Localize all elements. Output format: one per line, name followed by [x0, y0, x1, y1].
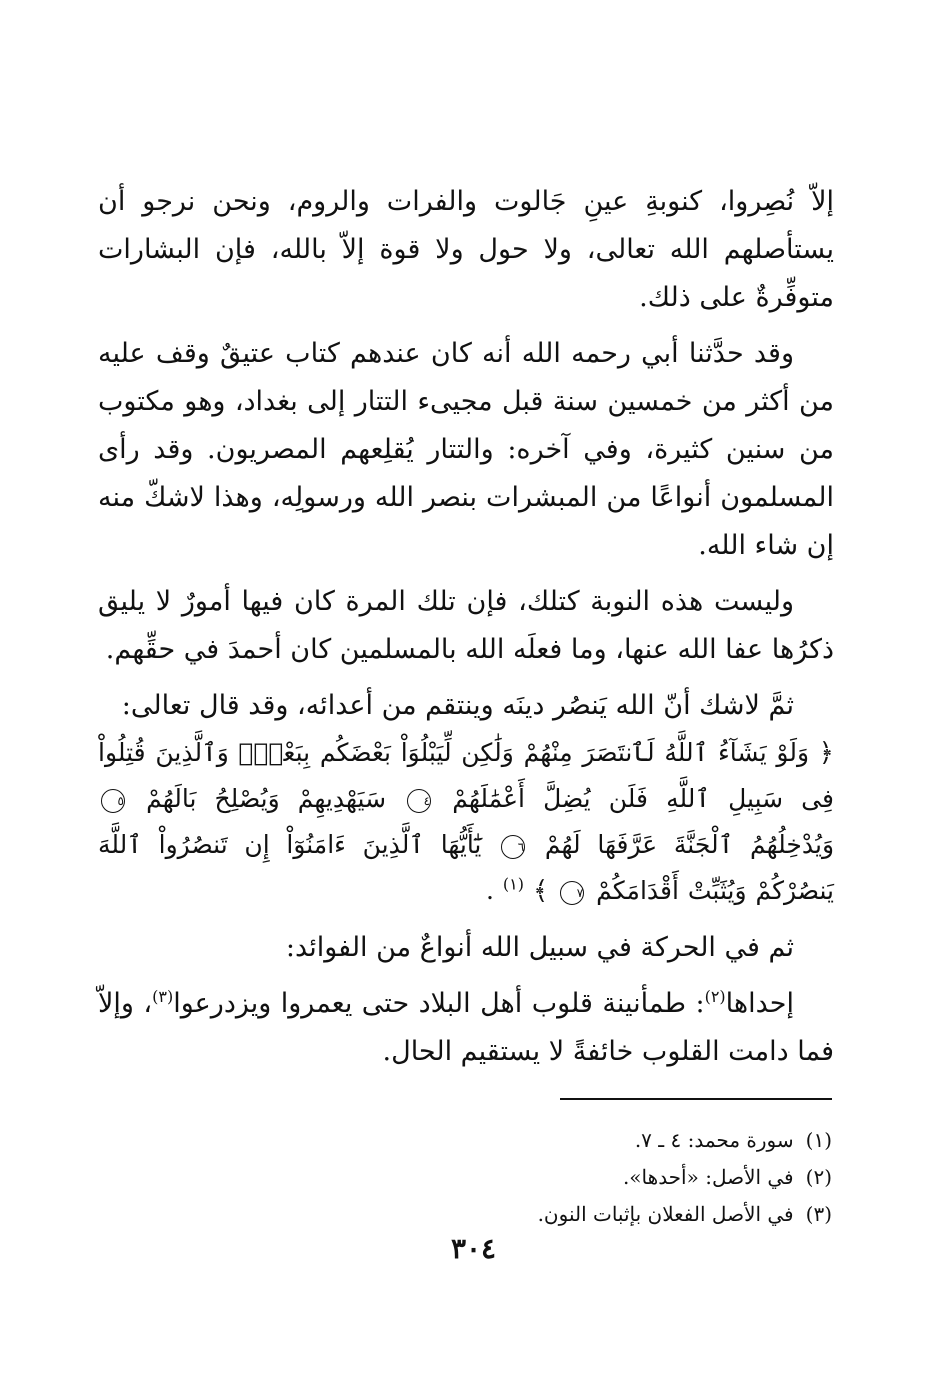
quran-quote [98, 730, 834, 914]
footnote-text: في الأصل: «أحدها». [622, 1165, 794, 1189]
body-text [98, 178, 834, 1076]
ayah-number-7: ٧ [560, 881, 584, 905]
paragraph-3: وليست هذه النوبة كتلك، فإن تلك المرة كان فيها أمورٌ لا يليق ذكرُها عفا الله عنها، وما فعلَه الله بالمسلمين كان أحمدَ في حقِّهم. [98, 586, 834, 665]
paragraph-2: وقد حدَّثنا أبي رحمه الله أنه كان عندهم كتاب عتيقٌ وقف عليه من أكثر من خمسين سنة قبل مجيىء التتار إلى بغداد، وهو مكتوب من سنين كثيرة، وفي آخره: والتتار يُقلِعهم المصريون. وقد رأى المسلمون أنواعًا من المبشرات بنصر الله ورسولِه، وهذا لاشكّ منه إن شاء الله. [98, 338, 834, 561]
paragraph-6 [98, 980, 834, 1076]
footnote-text: في الأصل الفعلان بإثبات النون. [537, 1202, 794, 1226]
paragraph-4: ثمَّ لاشك أنّ الله يَنصُر دينَه وينتقم من أعدائه، وقد قال تعالى: [121, 690, 794, 721]
footnote-number: (٣) [805, 1202, 832, 1226]
quran-verse-5: سَيَهْدِيهِمْ وَيُصْلِحُ بَالَهُمْ [146, 784, 387, 813]
footnote-number: (٢) [805, 1165, 832, 1189]
paragraph-6-start: إحداها [725, 988, 794, 1019]
footnote-number: (١) [805, 1128, 832, 1152]
footnote-ref-2[interactable]: (٢) [704, 987, 726, 1006]
footnote-text: سورة محمد: ٤ ـ ٧. [634, 1128, 794, 1152]
footnote-2 [300, 1159, 832, 1196]
paragraph-6-end: ، وإلاّ فما دامت القلوب خائفةً لا يستقيم الحال. [98, 988, 834, 1067]
quran-open-bracket: ﴿ [818, 738, 834, 768]
quran-close-bracket: ﴾ [532, 876, 549, 906]
ayah-number-6: ٦ [501, 835, 525, 859]
footnote-3 [300, 1196, 832, 1233]
quran-end-mark: . [486, 876, 494, 905]
quran-verse-6: وَيُدْخِلُهُمُ ٱلْجَنَّةَ عَرَّفَهَا لَهُمْ [544, 830, 835, 859]
footnotes [300, 1122, 832, 1233]
quran-verse-4: وَلَوْ يَشَآءُ ٱللَّهُ لَٱنتَصَرَ مِنْهُمْ وَلَٰكِن لِّيَبْلُوَاْ بَعْضَكُم بِبَعْضٍۗ وَٱلَّذِينَ قُتِلُواْ فِى سَبِيلِ ٱللَّهِ فَلَن يُضِلَّ أَعْمَٰلَهُمْ [98, 738, 834, 813]
ayah-number-4: ٤ [407, 789, 431, 813]
page-number: ٣٠٤ [450, 1232, 497, 1265]
ayah-number-5: ٥ [101, 789, 125, 813]
quran-verse-7: يَٰٓأَيُّهَا ٱلَّذِينَ ءَامَنُوٓاْ إِن تَنصُرُواْ ٱللَّهَ يَنصُرْكُمْ وَيُثَبِّتْ أَقْدَامَكُمْ [98, 830, 834, 905]
paragraph-6-middle: : طمأنينة قلوب أهل البلاد حتى يعمروا ويزدرعوا [173, 988, 705, 1019]
footnote-1 [300, 1122, 832, 1159]
paragraph-1: إلاّ نُصِروا، كنوبةِ عينِ جَالوت والفرات والروم، ونحن نرجو أن يستأصلهم الله تعالى، ولا حول ولا قوة إلاّ بالله، فإن البشارات متوفِّرةٌ على ذلك. [98, 186, 834, 313]
paragraph-5: ثم في الحركة في سبيل الله أنواعٌ من الفوائد: [285, 932, 794, 963]
footnote-separator [560, 1098, 832, 1100]
footnote-ref-1[interactable]: (١) [502, 874, 525, 894]
footnote-ref-3[interactable]: (٣) [152, 987, 174, 1006]
